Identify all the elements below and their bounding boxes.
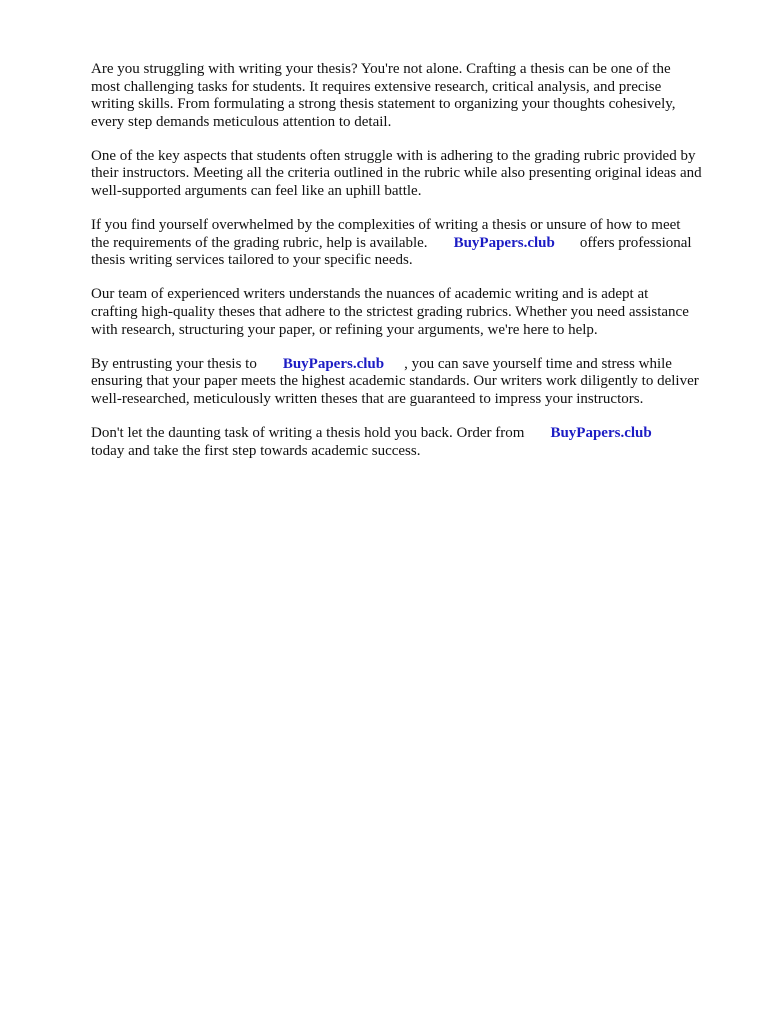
text-segment: By entrusting your thesis to (91, 355, 257, 372)
paragraph-call-to-action (91, 425, 731, 460)
document-body (91, 61, 731, 477)
text-segment: Don't let the daunting task of writing a thesis hold you back. Order from (91, 425, 525, 441)
buypapers-link[interactable]: BuyPapers.club (550, 425, 652, 441)
buypapers-link[interactable]: BuyPapers.club (282, 355, 385, 372)
paragraph-rubric (91, 148, 731, 201)
paragraph-team (91, 286, 731, 339)
text-line: Are you struggling with writing your thesis? You're not alone. Crafting a thesis can be one of the (91, 61, 671, 77)
text-line-with-link (91, 425, 731, 443)
text-segment: offers professional (579, 234, 692, 251)
text-line: crafting high-quality theses that adhere to the strictest grading rubrics. Whether you need assistance (91, 304, 689, 321)
text-line: well-supported arguments can feel like an uphill battle. (91, 183, 422, 200)
text-line: most challenging tasks for students. It requires extensive research, critical analysis, and precise (91, 78, 662, 95)
buypapers-link[interactable]: BuyPapers.club (453, 234, 555, 251)
text-line-with-link (91, 356, 731, 374)
text-line: well-researched, meticulously written theses that are guaranteed to impress your instructors. (91, 390, 644, 407)
text-line: ensuring that your paper meets the highest academic standards. Our writers work diligently to deliver (91, 373, 699, 390)
text-segment: the requirements of the grading rubric, help is available. (91, 234, 428, 251)
text-line: If you find yourself overwhelmed by the complexities of writing a thesis or unsure of how to meet (91, 217, 681, 234)
paragraph-help (91, 217, 731, 270)
text-line: their instructors. Meeting all the criteria outlined in the rubric while also presenting original ideas and (91, 165, 702, 182)
text-line: writing skills. From formulating a strong thesis statement to organizing your thoughts cohesively, (91, 96, 676, 113)
text-line-with-link (91, 235, 731, 253)
text-line: One of the key aspects that students often struggle with is adhering to the grading rubric provided by (91, 147, 696, 164)
text-line: today and take the first step towards academic success. (91, 442, 421, 459)
text-line: every step demands meticulous attention to detail. (91, 113, 392, 130)
paragraph-entrusting (91, 356, 731, 409)
text-segment: , you can save yourself time and stress while (404, 355, 672, 372)
text-line: with research, structuring your paper, or refining your arguments, we're here to help. (91, 321, 598, 338)
text-line: Our team of experienced writers understands the nuances of academic writing and is adept at (91, 286, 649, 303)
paragraph-intro (91, 61, 731, 131)
text-line: thesis writing services tailored to your specific needs. (91, 252, 413, 269)
